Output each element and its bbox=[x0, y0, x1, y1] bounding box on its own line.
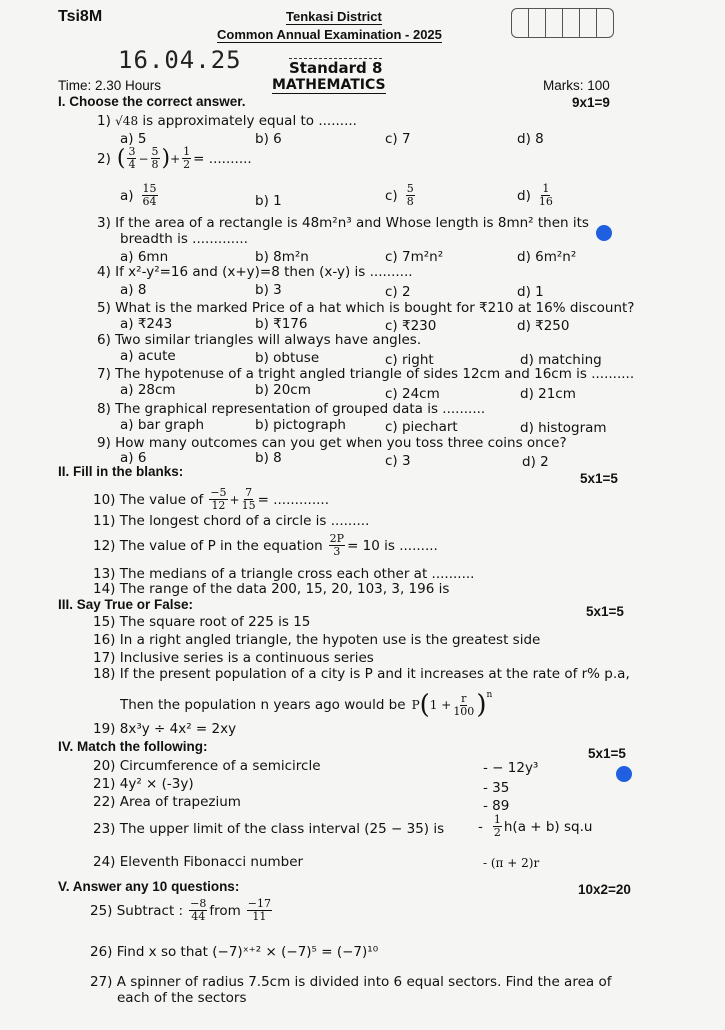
section-5-heading: V. Answer any 10 questions: bbox=[58, 879, 240, 894]
question-2: 2) ( $\frac{3}{4}$ − $\frac{5}{8}$ ) + $\frac{1}{2}$ = .......... bbox=[97, 145, 252, 171]
question-18: 18) If the present population of a city is P and it increases at the rate of r% p.a, bbox=[93, 666, 630, 682]
q2-option-b: b) 1 bbox=[255, 193, 282, 209]
q7-option-a: a) 28cm bbox=[120, 382, 176, 398]
question-8: 8) The graphical representation of grouped data is .......... bbox=[97, 401, 486, 417]
question-25: 25) Subtract : $\frac{-8}{44}$ from $\frac{-17}{11}$ bbox=[90, 897, 271, 923]
match-left-24: 24) Eleventh Fibonacci number bbox=[93, 854, 304, 870]
question-14: 14) The range of the data 200, 15, 20, 103, 3, 196 is bbox=[93, 581, 450, 597]
question-13: 13) The medians of a triangle cross each other at .......... bbox=[93, 566, 475, 582]
q1-option-a: a) 5 bbox=[120, 131, 147, 147]
section-5-marks: 10x2=20 bbox=[578, 882, 631, 897]
sqrt-48: √48 bbox=[115, 114, 139, 128]
handwritten-date: 16.04.25 bbox=[118, 46, 242, 74]
q9-option-b: b) 8 bbox=[255, 450, 282, 466]
question-17: 17) Inclusive series is a continuous series bbox=[93, 650, 374, 666]
q2-option-c: c) $\frac{5}{8}$ bbox=[385, 182, 414, 208]
register-number-boxes bbox=[511, 8, 614, 38]
question-6: 6) Two similar triangles will always have angles. bbox=[97, 332, 422, 348]
q2-option-a: a) $\frac{15}{64}$ bbox=[120, 182, 157, 208]
blue-ink-dot bbox=[596, 225, 612, 241]
q4-option-c: c) 2 bbox=[385, 284, 411, 300]
match-right-23: - $\frac{1}{2}$ h(a + b) sq.u bbox=[478, 813, 593, 839]
total-marks: Marks: 100 bbox=[543, 78, 610, 93]
question-10: 10) The value of $\frac{-5}{12}$ + $\frac{7}{15}$ = ............. bbox=[93, 486, 329, 512]
q5-option-b: b) ₹176 bbox=[255, 316, 308, 332]
question-1: 1) √48 is approximately equal to ......... bbox=[97, 113, 357, 129]
q7-option-d: d) 21cm bbox=[520, 386, 576, 402]
match-right-24: - (π + 2)r bbox=[483, 856, 540, 870]
match-left-21: 21) 4y² × (-3y) bbox=[93, 776, 194, 792]
question-4: 4) If x²-y²=16 and (x+y)=8 then (x-y) is .......... bbox=[97, 264, 413, 280]
question-16: 16) In a right angled triangle, the hypoten use is the greatest side bbox=[93, 632, 541, 648]
paper-code: Tsi8M bbox=[58, 8, 103, 25]
question-3-cont: breadth is ............. bbox=[120, 231, 248, 247]
q8-option-d: d) histogram bbox=[520, 420, 607, 436]
fraction-3-4: $\frac{3}{4}$ bbox=[128, 145, 136, 171]
q1-option-d: d) 8 bbox=[517, 131, 544, 147]
match-right-22: - 89 bbox=[483, 798, 510, 814]
question-15: 15) The square root of 225 is 15 bbox=[93, 614, 311, 630]
question-27: 27) A spinner of radius 7.5cm is divided into 6 equal sectors. Find the area of bbox=[90, 974, 612, 990]
q1-option-b: b) 6 bbox=[255, 131, 282, 147]
q8-option-c: c) piechart bbox=[385, 419, 458, 435]
question-5: 5) What is the marked Price of a hat which is bought for ₹210 at 16% discount? bbox=[97, 300, 635, 316]
time-label: Time: 2.30 Hours bbox=[58, 78, 162, 93]
q5-option-a: a) ₹243 bbox=[120, 316, 173, 332]
subject-title: MATHEMATICS bbox=[272, 77, 386, 93]
match-right-20: - − 12y³ bbox=[483, 760, 539, 776]
q6-option-d: d) matching bbox=[520, 352, 602, 368]
fraction-5-8: $\frac{5}{8}$ bbox=[151, 145, 159, 171]
q2-option-d: d) $\frac{1}{16}$ bbox=[517, 182, 553, 208]
q3-option-b: b) 8m²n bbox=[255, 249, 309, 265]
q3-option-a: a) 6mn bbox=[120, 249, 169, 265]
q8-option-b: b) pictograph bbox=[255, 417, 346, 433]
section-2-heading: II. Fill in the blanks: bbox=[58, 464, 184, 479]
section-4-marks: 5x1=5 bbox=[588, 746, 626, 761]
blue-ink-dot bbox=[616, 766, 632, 782]
q3-option-d: d) 6m²n² bbox=[517, 249, 577, 265]
standard-label: Standard 8 bbox=[289, 59, 383, 77]
q6-option-a: a) acute bbox=[120, 348, 176, 364]
q9-option-c: c) 3 bbox=[385, 453, 411, 469]
question-11: 11) The longest chord of a circle is ......... bbox=[93, 513, 370, 529]
q5-option-d: d) ₹250 bbox=[517, 318, 570, 334]
question-12: 12) The value of P in the equation $\frac{2P}{3}$ = 10 is ......... bbox=[93, 532, 438, 558]
q7-option-b: b) 20cm bbox=[255, 382, 311, 398]
match-left-23: 23) The upper limit of the class interval (25 − 35) is bbox=[93, 821, 445, 837]
question-19: 19) 8x³y ÷ 4x² = 2xy bbox=[93, 721, 237, 737]
question-18-formula: Then the population n years ago would be P ( 1 + $\frac{r}{100}$ ) n bbox=[120, 690, 493, 720]
section-2-marks: 5x1=5 bbox=[580, 471, 618, 486]
question-26: 26) Find x so that (−7)ˣ⁺² × (−7)⁵ = (−7)¹⁰ bbox=[90, 944, 379, 960]
match-left-22: 22) Area of trapezium bbox=[93, 794, 241, 810]
q7-option-c: c) 24cm bbox=[385, 386, 440, 402]
q4-option-d: d) 1 bbox=[517, 284, 544, 300]
match-right-21: - 35 bbox=[483, 780, 510, 796]
district-title: Tenkasi District bbox=[286, 9, 382, 24]
section-1-heading: I. Choose the correct answer. bbox=[58, 94, 246, 109]
section-1-marks: 9x1=9 bbox=[572, 95, 610, 110]
exam-title: Common Annual Examination - 2025 bbox=[217, 27, 442, 42]
q4-option-b: b) 3 bbox=[255, 282, 282, 298]
match-left-20: 20) Circumference of a semicircle bbox=[93, 758, 321, 774]
q9-option-a: a) 6 bbox=[120, 450, 147, 466]
q3-option-c: c) 7m²n² bbox=[385, 249, 444, 265]
q6-option-c: c) right bbox=[385, 352, 434, 368]
q9-option-d: d) 2 bbox=[522, 454, 549, 470]
fraction-1-2: $\frac{1}{2}$ bbox=[183, 145, 191, 171]
q6-option-b: b) obtuse bbox=[255, 350, 320, 366]
question-27-cont: each of the sectors bbox=[117, 990, 247, 1006]
section-3-marks: 5x1=5 bbox=[586, 604, 624, 619]
section-3-heading: III. Say True or False: bbox=[58, 597, 194, 612]
section-4-heading: IV. Match the following: bbox=[58, 739, 208, 754]
q4-option-a: a) 8 bbox=[120, 282, 147, 298]
q8-option-a: a) bar graph bbox=[120, 417, 205, 433]
q5-option-c: c) ₹230 bbox=[385, 318, 437, 334]
question-3: 3) If the area of a rectangle is 48m²n³ and Whose length is 8mn² then its bbox=[97, 215, 589, 231]
question-7: 7) The hypotenuse of a tright angled triangle of sides 12cm and 16cm is .......... bbox=[97, 366, 635, 382]
q1-option-c: c) 7 bbox=[385, 131, 411, 147]
question-9: 9) How many outcomes can you get when you toss three coins once? bbox=[97, 435, 567, 451]
